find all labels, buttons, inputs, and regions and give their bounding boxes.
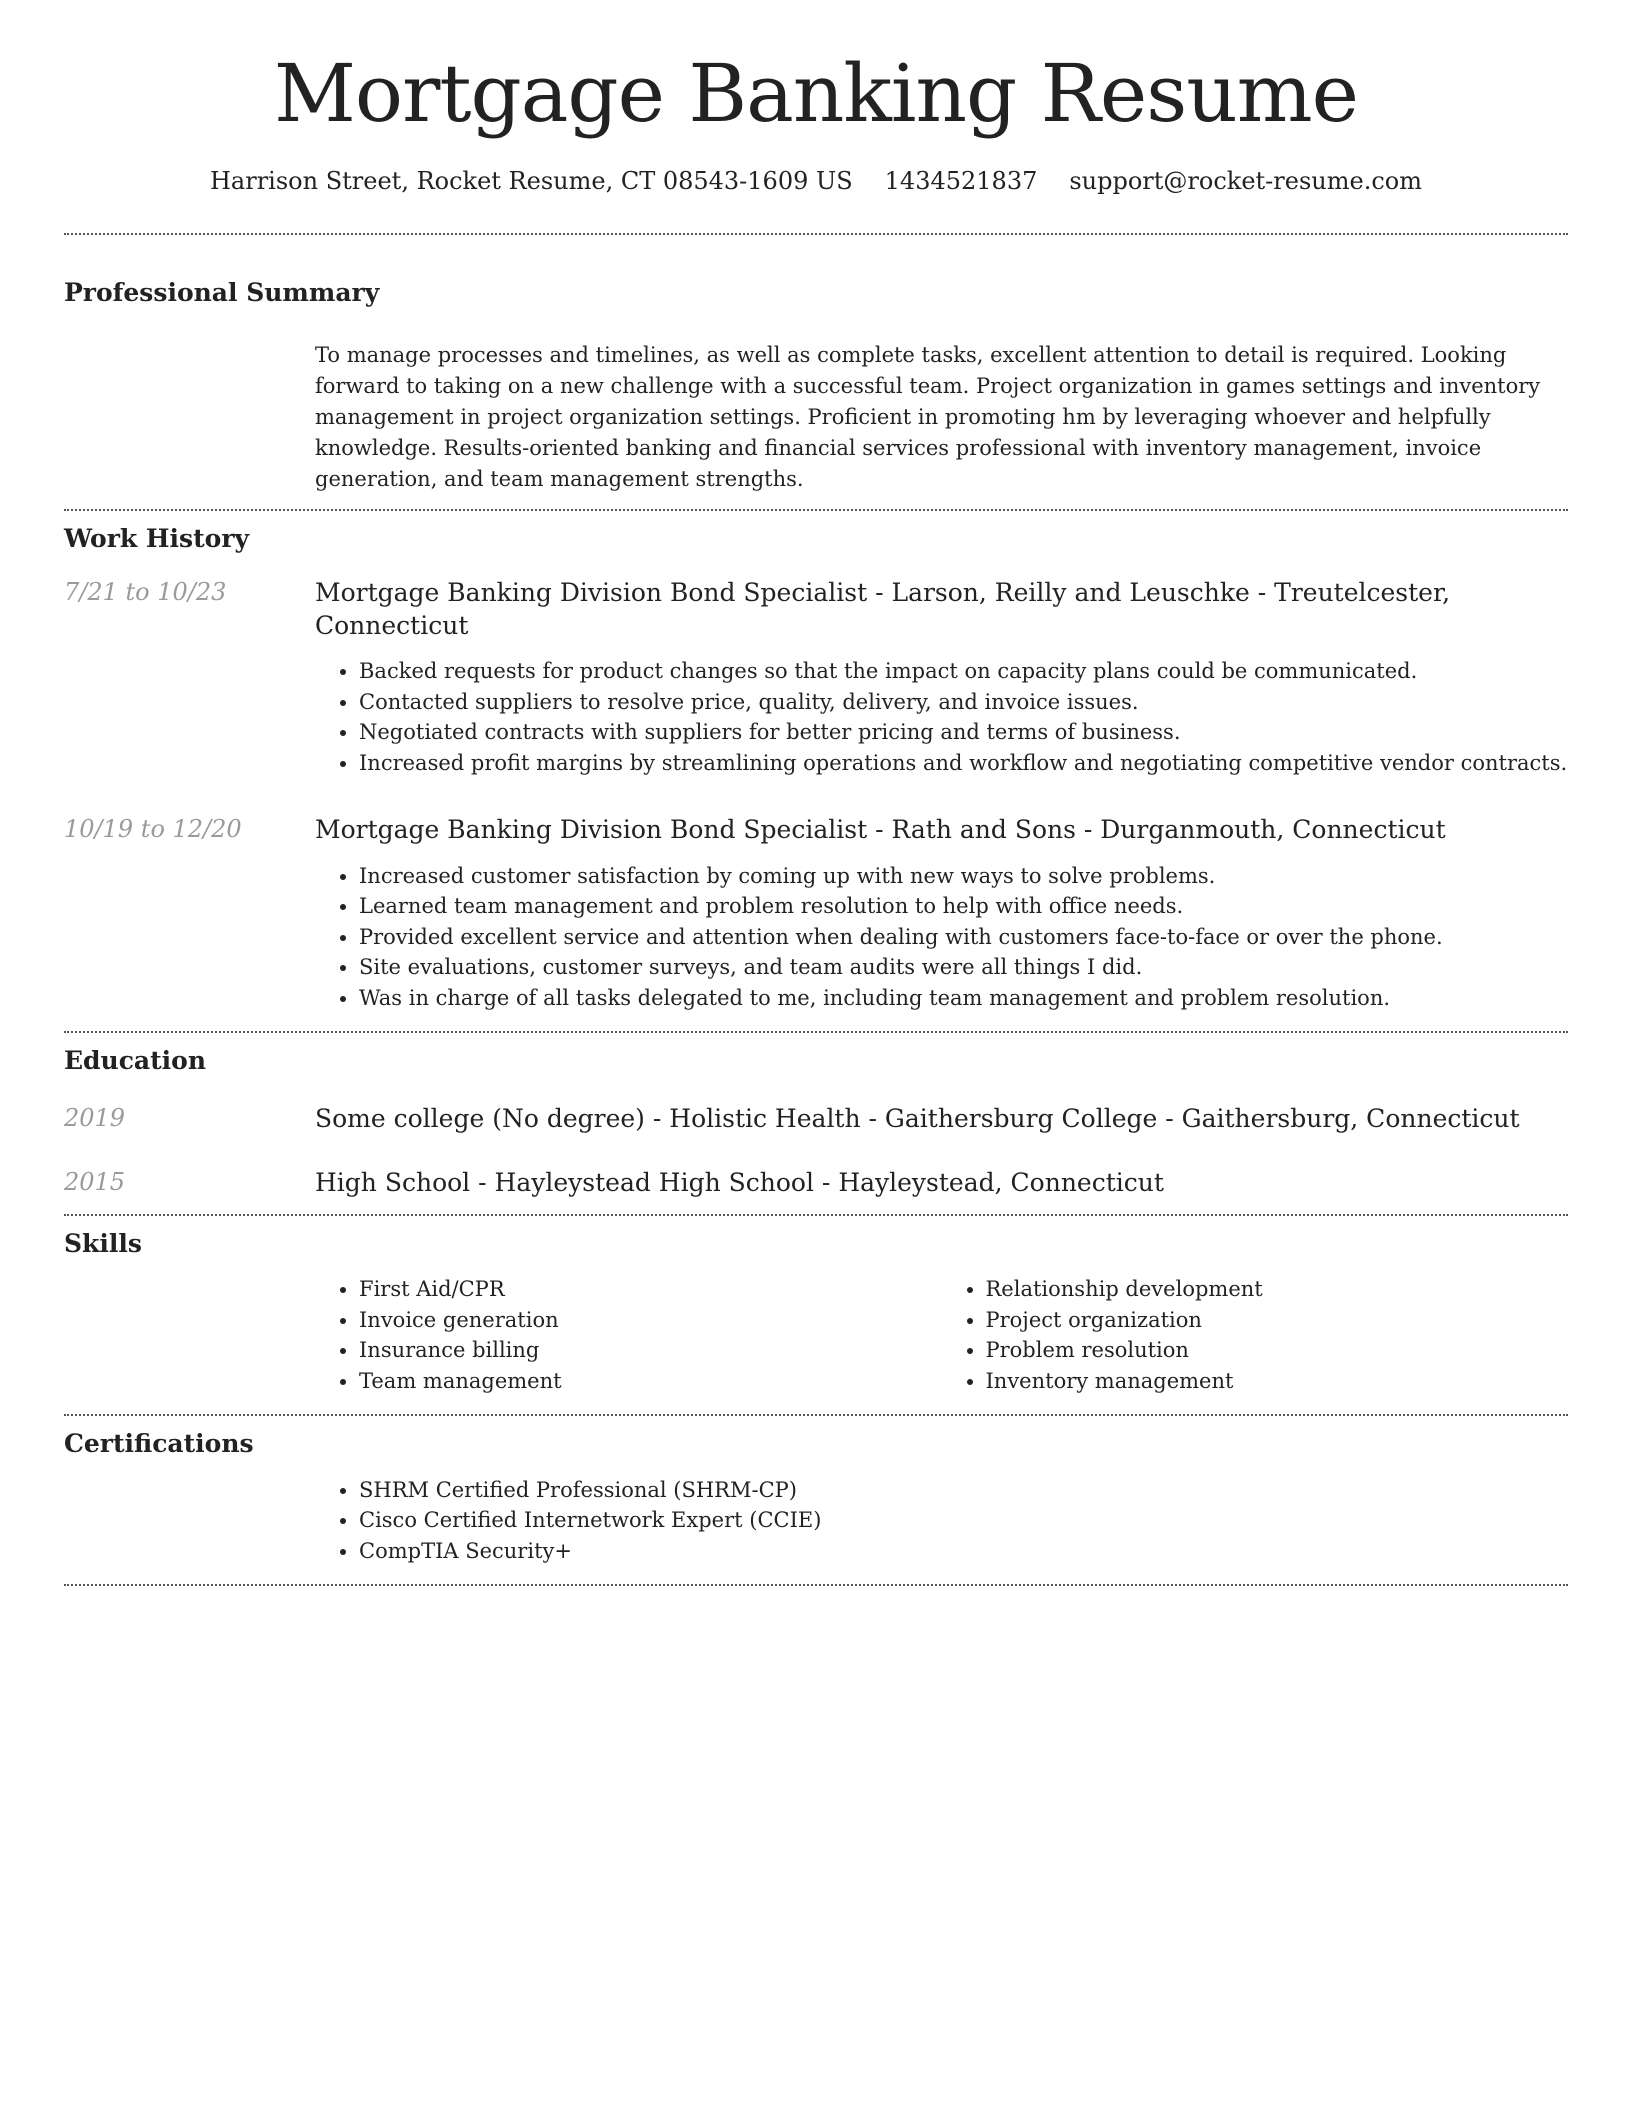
list-item: • CompTIA Security+	[359, 1536, 1568, 1567]
list-item: • Backed requests for product changes so that the impact on capacity plans could be communicated.	[359, 656, 1568, 687]
list-item: • Insurance billing	[359, 1335, 942, 1366]
section-heading-skills: Skills	[64, 1228, 142, 1258]
education-school: - Gaithersburg College - Gaithersburg, Connecticut	[860, 1103, 1520, 1133]
summary-text: To manage processes and timelines, as well as complete tasks, excellent attention to detail is required. Looking forward to taking on a new challenge with a successful team. Project organization in games settings and inventory management in project organization settings. Proficient in promoting hm by leveraging whoever and helpfully knowledge. Results-oriented banking and financial services professional with inventory management, invoice generation, and team management strengths.	[315, 342, 1541, 491]
resume-title: Mortgage Banking Resume	[274, 47, 1358, 140]
education-degree: High School	[315, 1168, 471, 1198]
list-item: • Site evaluations, customer surveys, and team audits were all things I did.	[359, 952, 1568, 983]
list-item: • Invoice generation	[359, 1305, 942, 1336]
certifications-section	[64, 1428, 1568, 1566]
contact-email: support@rocket-resume.com	[1069, 167, 1422, 195]
divider	[64, 509, 1568, 511]
list-item: • Project organization	[986, 1305, 1569, 1336]
work-history-section	[64, 523, 1568, 1032]
education-school: - Hayleystead High School - Hayleystead, Connecticut	[470, 1168, 1164, 1198]
education-heading	[315, 1103, 1568, 1136]
list-item: • Was in charge of all tasks delegated to me, including team management and problem resolution.	[359, 983, 1568, 1014]
list-item: • Team management	[359, 1366, 942, 1397]
contact-line	[64, 166, 1568, 197]
summary-section	[64, 277, 1568, 509]
job-entry	[64, 814, 1568, 1013]
list-item: • SHRM Certified Professional (SHRM-CP)	[359, 1475, 1568, 1506]
list-item: • Problem resolution	[986, 1335, 1569, 1366]
education-entry	[64, 1167, 1568, 1200]
job-dates: 7/21 to 10/23	[64, 578, 227, 607]
job-bullets	[315, 656, 1568, 778]
list-item: • Relationship development	[986, 1274, 1569, 1305]
section-heading-certifications: Certifications	[64, 1429, 254, 1459]
skills-columns	[315, 1274, 1568, 1396]
job-heading	[315, 577, 1568, 642]
job-entry	[64, 577, 1568, 778]
skills-section	[64, 1228, 1568, 1397]
job-bullets	[315, 861, 1568, 1014]
section-heading-summary: Professional Summary	[64, 278, 380, 308]
contact-address: Harrison Street, Rocket Resume, CT 08543-1609 US	[210, 167, 853, 195]
education-year: 2015	[64, 1168, 126, 1197]
list-item: • First Aid/CPR	[359, 1274, 942, 1305]
section-heading-work-history: Work History	[64, 523, 250, 553]
section-heading-education: Education	[64, 1046, 207, 1076]
list-item: • Contacted suppliers to resolve price, quality, delivery, and invoice issues.	[359, 687, 1568, 718]
job-title: Mortgage Banking Division Bond Specialist	[315, 578, 868, 608]
divider	[64, 233, 1568, 235]
contact-phone: 1434521837	[884, 167, 1038, 195]
job-company-location: - Larson, Reilly and Leuschke - Treutelcester, Connecticut	[315, 578, 1451, 640]
job-company-location: - Rath and Sons - Durganmouth, Connecticut	[867, 815, 1446, 845]
education-section	[64, 1045, 1568, 1214]
certifications-list	[315, 1475, 1568, 1567]
job-title: Mortgage Banking Division Bond Specialist	[315, 815, 868, 845]
divider	[64, 1414, 1568, 1416]
list-item: • Increased profit margins by streamlining operations and workflow and negotiating competitive vendor contracts.	[359, 748, 1568, 779]
divider	[64, 1584, 1568, 1586]
education-year: 2019	[64, 1103, 126, 1132]
job-heading	[315, 814, 1568, 847]
list-item: • Increased customer satisfaction by coming up with new ways to solve problems.	[359, 861, 1568, 892]
divider	[64, 1031, 1568, 1033]
skills-list-left	[315, 1274, 942, 1396]
education-degree: Some college (No degree) - Holistic Health	[315, 1103, 861, 1133]
skills-list-right	[942, 1274, 1569, 1396]
list-item: • Learned team management and problem resolution to help with office needs.	[359, 891, 1568, 922]
education-entry	[64, 1103, 1568, 1136]
list-item: • Provided excellent service and attention when dealing with customers face-to-face or over the phone.	[359, 922, 1568, 953]
education-heading	[315, 1167, 1568, 1200]
job-dates: 10/19 to 12/20	[64, 815, 242, 844]
list-item: • Cisco Certified Internetwork Expert (CCIE)	[359, 1505, 1568, 1536]
list-item: • Negotiated contracts with suppliers for better pricing and terms of business.	[359, 717, 1568, 748]
list-item: • Inventory management	[986, 1366, 1569, 1397]
divider	[64, 1214, 1568, 1216]
